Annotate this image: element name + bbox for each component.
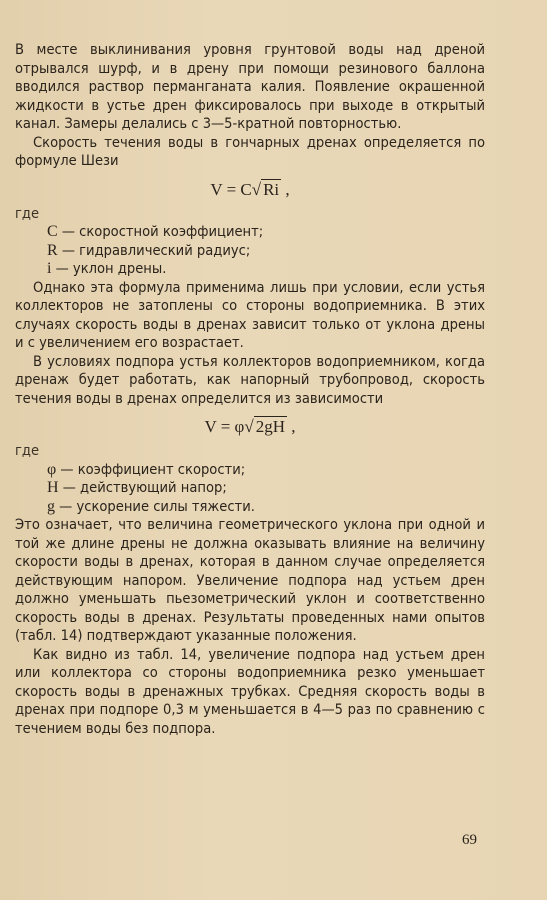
definition-text: — гидравлический радиус;: [57, 241, 251, 259]
formula-pressure: [15, 416, 485, 438]
formula-pressure-lhs: V = φ: [204, 417, 245, 436]
page-number: 69: [462, 832, 477, 848]
paragraph-5: Это означает, что величина геометрического уклона при одной и той же длине дрены не должна оказывать влияние на величину скорости воды в дренах, которая в данном случае определяется действующим напором. Увеличение подпора над устьем дрен должно уменьшать пьезометрический уклон и соответственно скорость воды в дренах. Результаты проведенных нами опытов (табл. 14) подтверждают указанные положения.: [15, 516, 485, 644]
definition-phi: [15, 461, 485, 480]
paragraph-1: В месте выклинивания уровня грунтовой воды над дреной отрывался шурф, и в дрену при помощи резинового баллона вводился раствор перманганата калия. Появление окрашенной жидкости в устье дрен фиксировалось при выходе в открытый канал. Замеры делались с 3—5-кратной повторностью.: [15, 41, 485, 132]
where-label-2: где: [15, 442, 40, 459]
definition-h: [15, 479, 485, 498]
definition-symbol: g: [47, 497, 55, 515]
formula-chezy-radicand: Ri: [263, 179, 280, 199]
sqrt-sign-icon: √: [251, 179, 262, 199]
definition-text: — ускорение силы тяжести.: [55, 497, 255, 515]
definitions-1: [15, 223, 485, 279]
definition-text: — скоростной коэффициент;: [57, 223, 264, 240]
paragraph-4: В условиях подпора устья коллекторов водоприемником, когда дренаж будет работать, как напорный трубопровод, скорость течения воды в дренах определится из зависимости: [15, 352, 485, 407]
definition-symbol: R: [47, 241, 58, 259]
sqrt-sign-icon: √: [244, 417, 254, 436]
definition-symbol: H: [47, 479, 59, 496]
definition-g: [15, 498, 485, 517]
where-label-1: где: [15, 204, 40, 222]
formula-chezy-lhs: V = C: [210, 179, 252, 199]
definition-r: [15, 242, 485, 261]
definition-symbol: φ: [47, 460, 57, 478]
definition-text: — коэффициент скорости;: [56, 460, 246, 478]
formula-pressure-radicand: 2gH: [255, 417, 285, 436]
definitions-2: [15, 461, 485, 517]
definition-symbol: C: [47, 223, 58, 240]
definition-i: [15, 260, 485, 279]
formula-chezy: [15, 179, 485, 201]
definition-text: — уклон дрены.: [51, 260, 167, 277]
page-text: [15, 41, 485, 738]
definition-text: — действующий напор;: [58, 479, 227, 496]
definition-c: [15, 223, 485, 242]
paragraph-6: Как видно из табл. 14, увеличение подпора над устьем дрен или коллектора со стороны водоприемника резко уменьшает скорость воды в дренажных трубках. Средняя скорость воды в дренах при подпоре 0,3 м уменьшается в 4—5 раз по сравнению с течением воды без подпора.: [15, 645, 485, 737]
formula-pressure-tail: ,: [287, 417, 296, 436]
formula-chezy-tail: ,: [281, 179, 290, 199]
paragraph-2: Скорость течения воды в гончарных дренах определяется по формуле Шези: [15, 133, 485, 169]
paragraph-3: Однако эта формула применима лишь при условии, если устья коллекторов не затоплены со стороны водоприемника. В этих случаях скорость воды в дренах зависит только от уклона дрены и с увеличением его возрастает.: [15, 278, 485, 351]
definition-symbol: i: [47, 260, 52, 277]
